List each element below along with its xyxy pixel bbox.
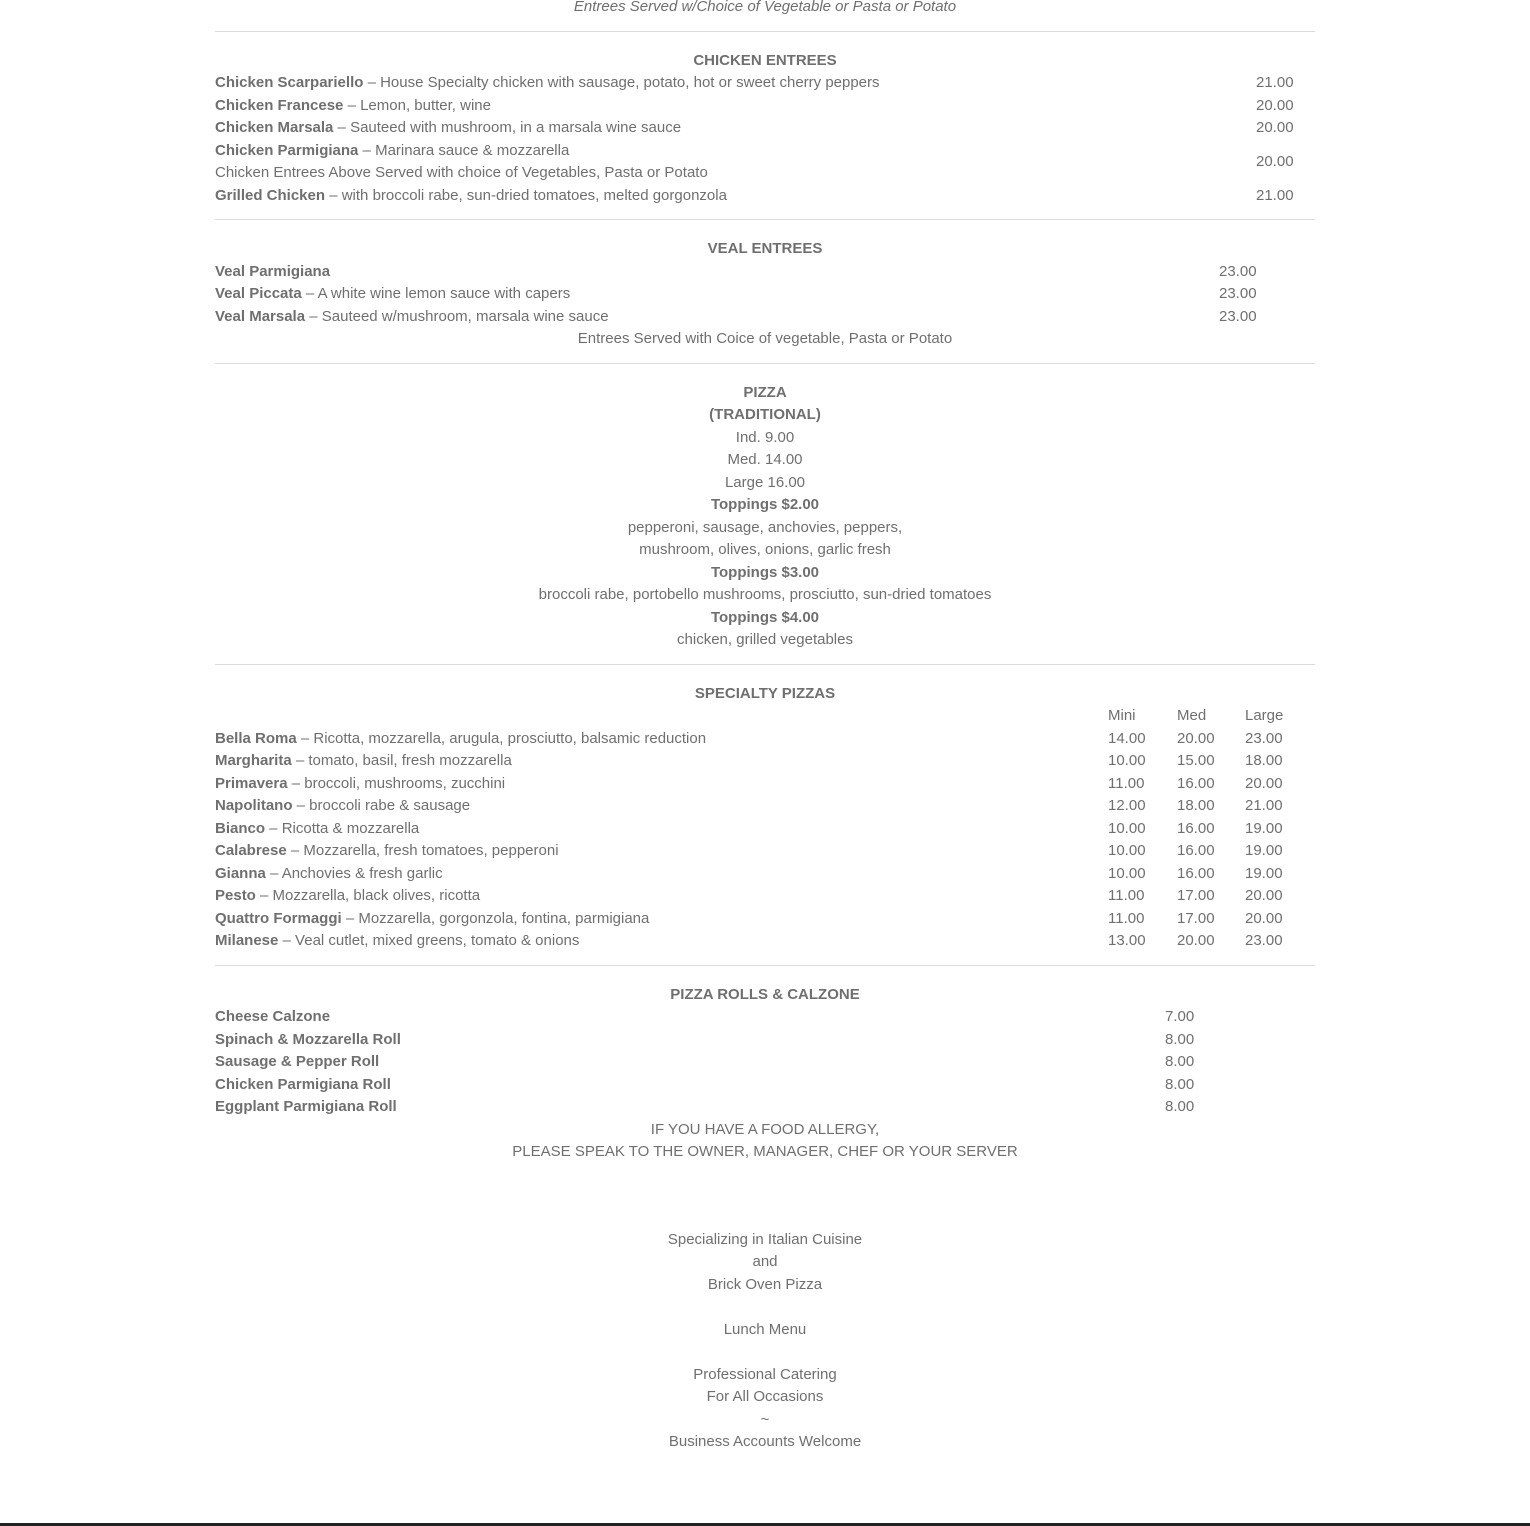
price-mini: 11.00 (1108, 774, 1145, 792)
item-name: Bianco (215, 819, 266, 837)
menu-item (215, 1029, 1315, 1052)
item-name: Chicken Scarpariello (215, 74, 364, 91)
allergy-notice: IF YOU HAVE A FOOD ALLERGY, (650, 1120, 880, 1138)
item-desc: – Ricotta & mozzarella (265, 819, 420, 837)
rolls-list (215, 1006, 1315, 1119)
menu-item (215, 117, 1315, 140)
allergy-notice: PLEASE SPEAK TO THE OWNER, MANAGER, CHEF OR YOUR SERVER (512, 1143, 1018, 1160)
item-name: Veal Piccata (215, 285, 302, 302)
item-price: 20.00 (1256, 96, 1294, 114)
specialty-header-row (215, 705, 1315, 728)
item-name: Chicken Parmigiana Roll (215, 1075, 391, 1093)
item-name: Chicken Marsala (215, 119, 334, 136)
specialty-pizza-row (215, 840, 1315, 863)
pizza-size-large: Large 16.00 (724, 473, 806, 491)
item-desc: – tomato, basil, fresh mozzarella (291, 752, 512, 769)
item-name: Chicken Francese (215, 96, 344, 114)
price-med: 16.00 (1177, 819, 1215, 837)
item-desc: – Mozzarella, fresh tomatoes, pepperoni (286, 842, 559, 859)
specialty-pizza-row (215, 930, 1315, 953)
item-desc: – broccoli rabe & sausage (292, 797, 471, 814)
item-note: Chicken Entrees Above Served with choice of Vegetables, Pasta or Potato (215, 164, 708, 181)
price-large: 21.00 (1245, 797, 1283, 814)
chicken-list (215, 72, 1315, 140)
item-price: 23.00 (1219, 262, 1257, 280)
item-price: 21.00 (1256, 186, 1294, 204)
item-desc: – Ricotta, mozzarella, arugula, prosciutto, balsamic reduction (296, 729, 707, 747)
item-name: Eggplant Parmigiana Roll (215, 1098, 397, 1115)
price-med: 17.00 (1177, 887, 1215, 904)
price-large: 19.00 (1245, 864, 1283, 882)
item-name: Gianna (215, 864, 266, 882)
veal-note: Entrees Served with Coice of vegetable, Pasta or Potato (577, 330, 953, 347)
menu-item (215, 1051, 1315, 1074)
section-title-rolls: PIZZA ROLLS & CALZONE (670, 985, 860, 1003)
item-price: 8.00 (1165, 1030, 1195, 1048)
item-name: Veal Marsala (215, 307, 306, 325)
price-large: 23.00 (1245, 729, 1283, 747)
specialty-list (215, 728, 1315, 953)
item-desc: – Marinara sauce & mozzarella (358, 141, 570, 159)
menu-item (215, 261, 1315, 284)
item-name: Napolitano (215, 797, 293, 814)
section-title-veal: VEAL ENTREES (707, 240, 823, 257)
specialty-pizza-row (215, 885, 1315, 908)
menu-item (215, 72, 1315, 95)
footer-menu-name: Lunch Menu (723, 1320, 807, 1338)
footer-separator: ~ (760, 1410, 770, 1428)
pizza-size-med: Med. 14.00 (727, 451, 803, 468)
price-med: 18.00 (1177, 797, 1215, 814)
item-price: 23.00 (1219, 307, 1257, 325)
item-desc: – Anchovies & fresh garlic (265, 864, 443, 882)
price-med: 15.00 (1177, 752, 1215, 769)
item-name: Primavera (215, 774, 288, 792)
item-desc: – Veal cutlet, mixed greens, tomato & onions (278, 932, 580, 949)
item-name: Sausage & Pepper Roll (215, 1053, 380, 1070)
item-price: 8.00 (1165, 1098, 1195, 1115)
item-price: 8.00 (1165, 1053, 1195, 1070)
item-desc: – A white wine lemon sauce with capers (301, 285, 571, 302)
col-header-med: Med (1177, 707, 1207, 724)
item-price: 20.00 (1256, 119, 1294, 136)
item-price: 8.00 (1165, 1075, 1195, 1093)
price-mini: 10.00 (1108, 752, 1146, 769)
menu-item (215, 95, 1315, 118)
price-mini: 11.00 (1108, 909, 1145, 927)
item-desc: – Sauteed w/mushroom, marsala wine sauce (305, 307, 609, 325)
item-name: Cheese Calzone (215, 1008, 331, 1025)
footer-tagline: and (752, 1253, 778, 1270)
price-med: 20.00 (1177, 932, 1215, 949)
col-header-large: Large (1245, 707, 1284, 724)
item-name: Chicken Parmigiana (215, 141, 359, 159)
menu-item (215, 283, 1315, 306)
menu-item (215, 1006, 1315, 1029)
toppings-4-title: Toppings $4.00 (710, 608, 820, 626)
item-name: Quattro Formaggi (215, 909, 342, 927)
item-name: Bella Roma (215, 729, 297, 747)
price-mini: 11.00 (1108, 887, 1145, 904)
entrees-note: Entrees Served w/Choice of Vegetable or Pasta or Potato (573, 0, 957, 15)
veal-list (215, 261, 1315, 329)
section-title-specialty: SPECIALTY PIZZAS (694, 684, 836, 702)
price-med: 17.00 (1177, 909, 1215, 927)
item-desc: – broccoli, mushrooms, zucchini (287, 774, 506, 792)
toppings-2-list: mushroom, olives, onions, garlic fresh (639, 541, 891, 558)
toppings-3-title: Toppings $3.00 (710, 563, 820, 581)
section-title-chicken: CHICKEN ENTREES (693, 51, 837, 69)
item-price: 20.00 (1256, 152, 1294, 170)
price-large: 23.00 (1245, 932, 1283, 949)
menu-item (215, 1096, 1315, 1119)
specialty-pizza-row (215, 728, 1315, 751)
price-large: 20.00 (1245, 774, 1283, 792)
footer-business: Business Accounts Welcome (668, 1433, 862, 1450)
item-name: Veal Parmigiana (215, 262, 331, 280)
item-desc: – with broccoli rabe, sun-dried tomatoes, melted gorgonzola (325, 186, 727, 204)
price-mini: 14.00 (1108, 729, 1146, 747)
price-med: 20.00 (1177, 729, 1215, 747)
item-price: 23.00 (1219, 285, 1257, 302)
price-large: 20.00 (1245, 909, 1283, 927)
footer-catering: Professional Catering (693, 1365, 837, 1383)
specialty-pizza-row (215, 773, 1315, 796)
specialty-pizza-row (215, 750, 1315, 773)
item-desc: – Mozzarella, gorgonzola, fontina, parmigiana (341, 909, 650, 927)
price-mini: 13.00 (1108, 932, 1146, 949)
toppings-2-list: pepperoni, sausage, anchovies, peppers, (627, 518, 903, 536)
menu-item (215, 1074, 1315, 1097)
price-med: 16.00 (1177, 864, 1215, 882)
item-price: 7.00 (1165, 1008, 1195, 1025)
section-title-pizza: PIZZA (743, 383, 787, 401)
specialty-pizza-row (215, 818, 1315, 841)
price-large: 19.00 (1245, 819, 1283, 837)
menu-item-chicken-parmigiana (215, 140, 1315, 185)
price-mini: 12.00 (1108, 797, 1146, 814)
price-med: 16.00 (1177, 842, 1215, 859)
pizza-subtitle: (TRADITIONAL) (709, 406, 821, 423)
footer-tagline: Brick Oven Pizza (707, 1275, 823, 1293)
toppings-4-list: chicken, grilled vegetables (677, 631, 853, 648)
item-desc: – Lemon, butter, wine (343, 96, 491, 114)
col-header-mini: Mini (1108, 707, 1136, 724)
price-mini: 10.00 (1108, 842, 1146, 859)
specialty-pizza-row (215, 908, 1315, 931)
price-large: 18.00 (1245, 752, 1283, 769)
toppings-2-title: Toppings $2.00 (710, 496, 820, 513)
footer-tagline: Specializing in Italian Cuisine (667, 1230, 863, 1248)
specialty-pizza-row (215, 863, 1315, 886)
menu-item (215, 306, 1315, 329)
item-name: Margharita (215, 752, 292, 769)
specialty-pizza-row (215, 795, 1315, 818)
item-price: 21.00 (1256, 74, 1294, 91)
toppings-3-list: broccoli rabe, portobello mushrooms, prosciutto, sun-dried tomatoes (538, 586, 992, 603)
item-name: Spinach & Mozzarella Roll (215, 1030, 401, 1048)
item-desc: – Mozzarella, black olives, ricotta (255, 887, 481, 904)
price-med: 16.00 (1177, 774, 1215, 792)
item-name: Grilled Chicken (215, 186, 326, 204)
price-large: 19.00 (1245, 842, 1283, 859)
item-name: Pesto (215, 887, 256, 904)
price-mini: 10.00 (1108, 819, 1146, 837)
item-name: Calabrese (215, 842, 287, 859)
item-desc: – Sauteed with mushroom, in a marsala wine sauce (333, 119, 682, 136)
item-name: Milanese (215, 932, 279, 949)
item-desc: – House Specialty chicken with sausage, potato, hot or sweet cherry peppers (363, 74, 880, 91)
menu-item-grilled-chicken (215, 185, 1315, 208)
pizza-size-ind: Ind. 9.00 (735, 428, 795, 446)
price-large: 20.00 (1245, 887, 1283, 904)
price-mini: 10.00 (1108, 864, 1146, 882)
footer-catering: For All Occasions (706, 1388, 824, 1405)
